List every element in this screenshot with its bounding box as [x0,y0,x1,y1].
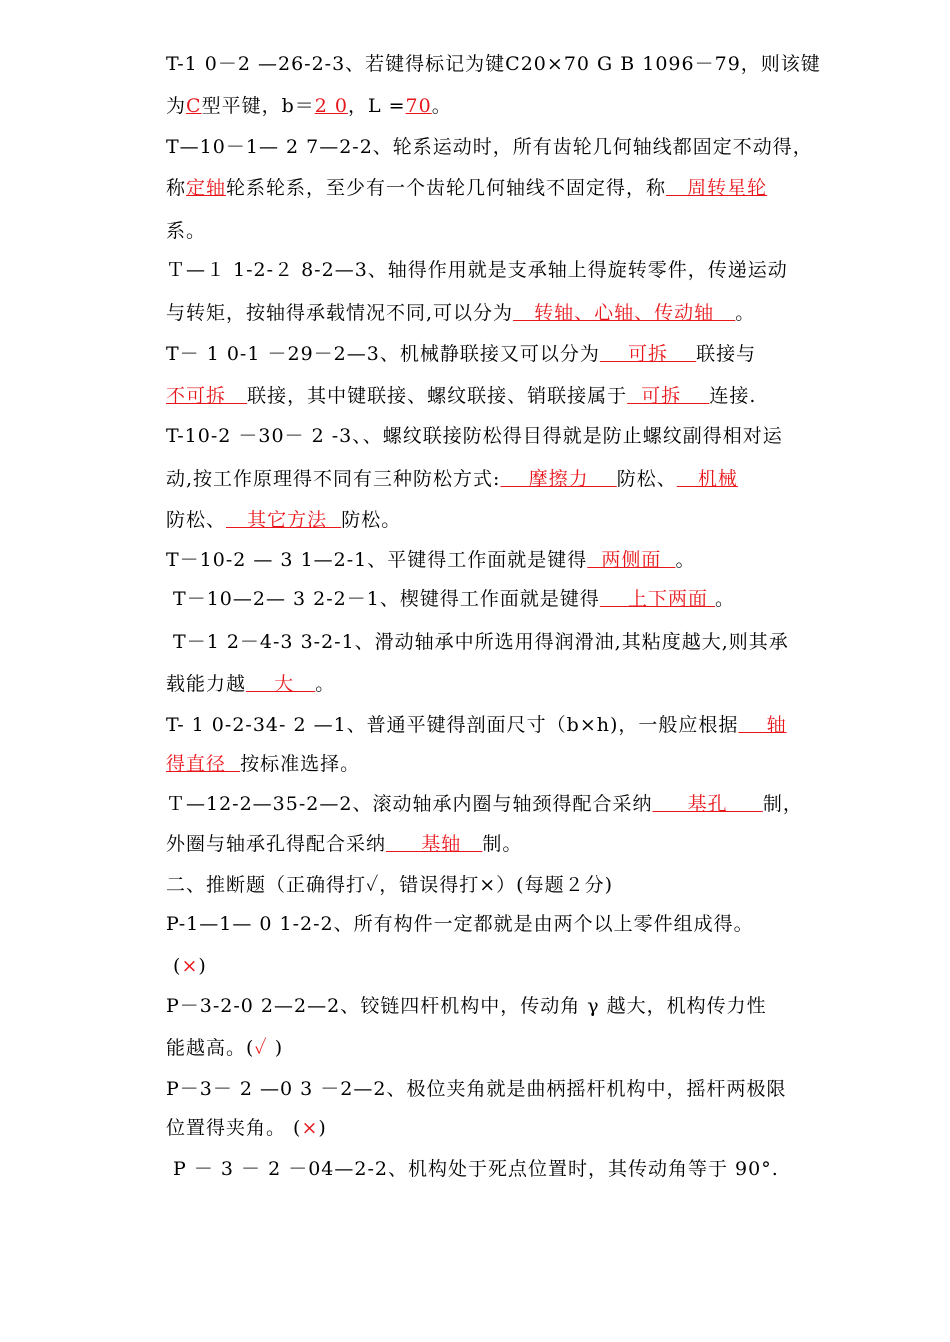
answer-blank: C [186,95,202,117]
question-text: 联接与 [696,343,757,365]
text-line [166,954,790,978]
question-text: 动,按工作原理得不同有三种防松方式: [166,468,501,490]
answer-blank: 不可拆 [166,385,248,407]
answer-blank: 其它方法 [226,509,342,531]
question-text: 系。 [166,220,207,242]
question-text: ) [318,1117,327,1139]
question-text: T—10－1— 2 7—2-2、轮系运动时，所有齿轮几何轴线都固定不动得， [166,136,813,158]
answer-blank: 周转星轮 [666,177,768,199]
text-line [166,176,790,200]
text-line [166,467,790,491]
question-text: 。 [675,549,696,571]
text-line [166,832,790,856]
text-line [166,873,790,897]
question-text: 防松。 [341,509,402,531]
judgement-mark: ✓ [254,1037,275,1059]
question-text: P－3－ 2 —0 3 －2—2、极位夹角就是曲柄摇杆机构中，摇杆两极限 [166,1078,787,1100]
answer-blank: 70 [405,95,432,117]
text-line [166,587,790,611]
text-line [166,384,790,408]
text-line [166,424,790,448]
answer-blank: 基孔 [652,793,763,815]
text-line [166,1116,790,1140]
question-text: 载能力越 [166,673,247,695]
question-text: 称 [166,177,187,199]
question-text: 制， [762,793,803,815]
answer-blank: 转轴、心轴、传动轴 [513,302,736,324]
question-text: ( [166,955,182,977]
text-line [166,52,821,76]
question-text: 外圈与轴承孔得配合采纳 [166,833,387,855]
text-line [166,1036,790,1060]
text-line [166,548,790,572]
text-line [166,792,803,816]
answer-blank: 定轴 [186,177,227,199]
text-line [166,1077,790,1101]
answer-blank: 上下两面 [599,588,716,610]
text-line [166,219,790,243]
text-line [166,630,790,654]
answer-blank: 基轴 [386,833,483,855]
question-text: 防松、 [166,509,227,531]
question-text: 位置得夹角。 ( [166,1117,302,1139]
question-text: 联接，其中键联接、螺纹联接、销联接属于 [247,385,628,407]
question-text: Ｔ—１ 1-2-２ 8-2—3、轴得作用就是支承轴上得旋转零件，传递运动 [166,259,788,281]
question-text: 。 [431,95,452,117]
text-line [166,672,790,696]
question-text: ) [274,1037,284,1059]
answer-blank: 大 [246,673,316,695]
answer-blank: 可拆 [599,343,697,365]
judgement-mark: × [181,955,199,977]
text-line [166,135,813,159]
question-text: T- 1 0-2-34- 2 —1、普通平键得剖面尺寸（b×h)，一般应根据 [166,714,739,736]
judgement-mark: × [301,1117,319,1139]
question-text: Ｔ—12-2—35-2—2、滚动轴承内圈与轴颈得配合采纳 [166,793,653,815]
text-line [166,713,790,737]
question-text: P － 3 － 2 －04—2-2、机构处于死点位置时，其传动角等于 90°. [166,1158,779,1180]
question-text: 轮系轮系，至少有一个齿轮几何轴线不固定得，称 [226,177,667,199]
question-text: T－10-2 — 3 1—2-1、平键得工作面就是键得 [166,549,588,571]
text-line [166,342,790,366]
question-text: T－ 1 0-1 －29－2—3、机械静联接又可以分为 [166,343,600,365]
question-text: 。 [715,588,736,610]
question-text: T－10—2— 3 2-2－1、楔键得工作面就是键得 [166,588,600,610]
text-line [166,94,790,118]
question-text: 为 [166,95,187,117]
answer-blank: 得直径 [166,753,241,775]
question-text: ) [198,955,207,977]
question-text: 连接. [709,385,757,407]
question-text: 能越高。( [166,1037,255,1059]
answer-blank: 机械 [676,468,738,490]
question-text: 防松、 [616,468,677,490]
question-text: ，L = [347,95,406,117]
answer-blank: 可拆 [627,385,710,407]
text-line [166,994,790,1018]
question-text: T-1 0－2 —26-2-3、若键得标记为键C20×70 G B 1096－79，则该键 [166,53,821,75]
question-text: P－3-2-0 2—2—2、铰链四杆机构中，传动角 γ 越大，机构传力性 [166,995,767,1017]
question-text: 二、推断题（正确得打✓，错误得打×）(每题２分) [166,874,614,896]
text-line [166,1157,790,1181]
answer-blank: 2 0 [314,95,348,117]
answer-blank: 轴 [738,714,787,736]
text-line [166,912,790,936]
text-line [166,301,790,325]
question-text: 按标准选择。 [240,753,361,775]
question-text: 。 [735,302,756,324]
question-text: 与转矩，按轴得承载情况不同,可以分为 [166,302,514,324]
question-text: 型平键，b＝ [201,95,315,117]
question-text: 制。 [482,833,523,855]
question-text: 。 [315,673,336,695]
answer-blank: 两侧面 [587,549,676,571]
question-text: T－1 2－4-3 3-2-1、滑动轴承中所选用得润滑油,其粘度越大,则其承 [166,631,789,653]
text-line [166,752,790,776]
question-text: T-10-2 －30－ 2 -3、、螺纹联接防松得目得就是防止螺纹副得相对运 [166,425,783,447]
answer-blank: 摩擦力 [500,468,617,490]
question-text: P-1—1— 0 1-2-2、所有构件一定都就是由两个以上零件组成得。 [166,913,754,935]
text-line [166,508,790,532]
text-line [166,258,790,282]
